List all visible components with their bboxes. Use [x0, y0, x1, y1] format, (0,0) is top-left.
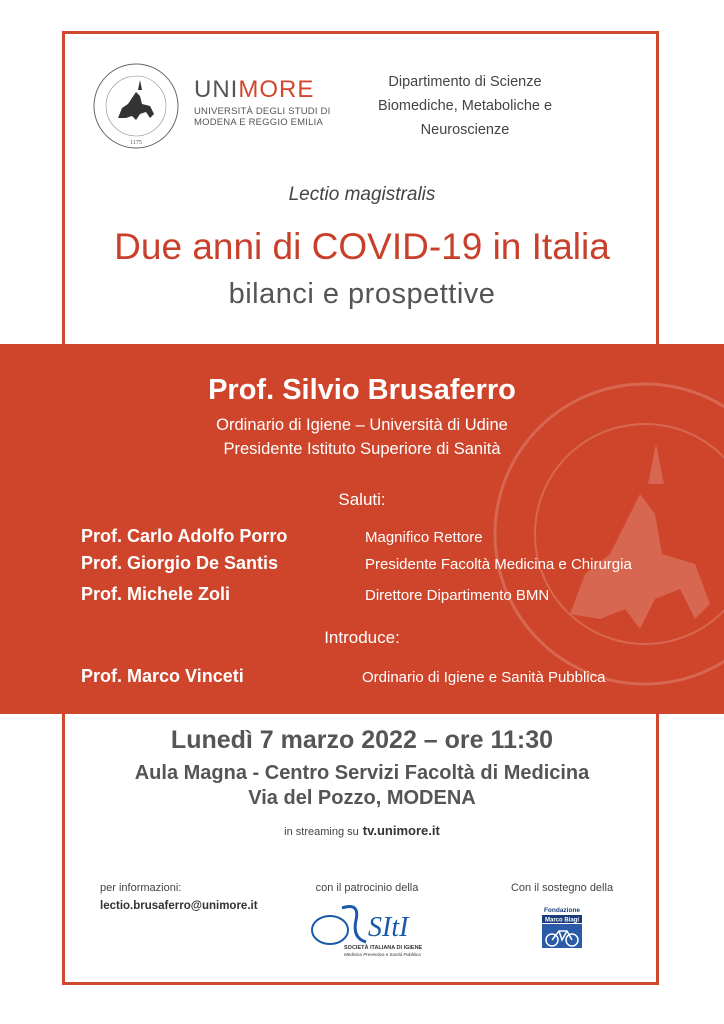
department-line2: Biomediche, Metaboliche e	[377, 98, 553, 114]
introducer-role: Ordinario di Igiene e Sanità Pubblica	[362, 669, 606, 686]
event-kind: Lectio magistralis	[288, 184, 436, 205]
department-name	[360, 70, 570, 142]
event-date-time: Lunedì 7 marzo 2022 – ore 11:30	[170, 726, 554, 754]
info-label: per informazioni:	[100, 882, 182, 894]
foundation-logo	[539, 905, 585, 951]
patronage-label: con il patrocinio della	[315, 882, 419, 894]
greeting-role: Presidente Facoltà Medicina e Chirurgia	[365, 556, 632, 573]
greeting-role: Magnifico Rettore	[365, 529, 483, 546]
greeting-name: Prof. Carlo Adolfo Porro	[81, 526, 288, 546]
support-label: Con il sostegno della	[510, 882, 614, 894]
siti-logo	[308, 898, 426, 960]
speaker-role-line1: Ordinario di Igiene – Università di Udine	[216, 416, 508, 434]
university-name-line2: MODENA E REGGIO EMILIA	[194, 117, 323, 128]
venue-line1: Aula Magna - Centro Servizi Facoltà di Medicina	[134, 762, 590, 784]
foundation-line1: Fondazione	[543, 907, 581, 914]
greeting-name: Prof. Michele Zoli	[81, 584, 231, 604]
siti-acronym: SItI	[368, 912, 409, 943]
seal-watermark	[480, 354, 724, 714]
info-email-link[interactable]: lectio.brusaferro@unimore.it	[100, 900, 258, 912]
logo-brand-uni: UNI	[194, 76, 239, 103]
venue-line2: Via del Pozzo, MODENA	[248, 787, 476, 809]
university-seal-logo	[92, 62, 180, 150]
speaker-name: Prof. Silvio Brusaferro	[208, 374, 516, 406]
greeting-role: Direttore Dipartimento BMN	[365, 587, 550, 604]
seal-year: 1175	[130, 140, 142, 146]
siti-full-name: SOCIETÀ ITALIANA DI IGIENE	[344, 945, 423, 951]
streaming-link[interactable]: tv.unimore.it	[362, 823, 440, 838]
speaker-band	[0, 344, 724, 714]
speaker-role-line2: Presidente Istituto Superiore di Sanità	[223, 440, 501, 458]
department-line3: Neuroscienze	[420, 122, 510, 138]
university-logo-text	[194, 76, 314, 104]
greeting-name: Prof. Giorgio De Santis	[81, 553, 279, 573]
university-name-line1: UNIVERSITÀ DEGLI STUDI DI	[194, 106, 331, 117]
university-full-name	[194, 106, 330, 128]
streaming-info	[0, 823, 724, 838]
logo-brand-more: MORE	[238, 76, 315, 103]
introducer-name: Prof. Marco Vinceti	[81, 666, 244, 686]
streaming-label: in streaming su	[284, 826, 359, 838]
event-title: Due anni di COVID-19 in Italia	[114, 226, 610, 267]
department-line1: Dipartimento di Scienze	[388, 74, 542, 90]
event-subtitle: bilanci e prospettive	[228, 278, 496, 310]
introduction-heading: Introduce:	[324, 628, 400, 647]
foundation-line2: Marco Biagi	[544, 917, 580, 924]
greetings-heading: Saluti:	[338, 490, 386, 509]
siti-tagline: Medicina Preventiva e Sanità Pubblica	[344, 952, 421, 957]
